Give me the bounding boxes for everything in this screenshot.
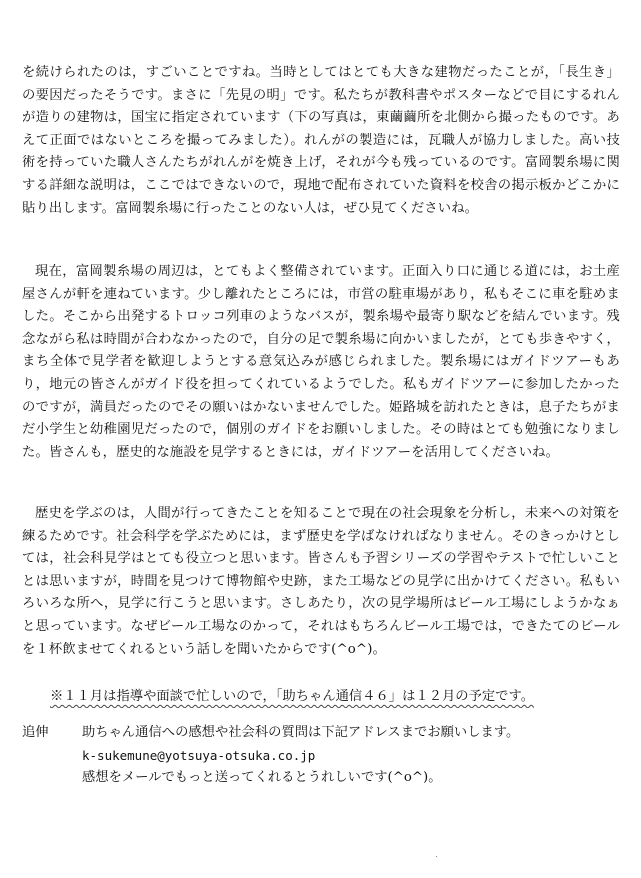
postscript-thanks-text: 感想をメールでもっと送ってくれるとうれしいです(^o^)。 [82, 770, 442, 786]
paragraph-history-study: 歴史を学ぶのは，人間が行ってきたことを知ることで現在の社会現象を分析し，未来への対策を練るためです。社会科学を学ぶためには，まず歴史を学ばなければなりません。そのきっかけとしては，社会科見学はとても役立つと思います。皆さんも予習シリーズの学習やテストで忙しいこととは思いますが，時間を見つけて博物館や史跡，また工場などの見学に出かけてください。私もいろいろな所へ，見学に行こうと思います。さしあたり，次の見学場所はビール工場にしようかなぁと思っています。なぜビール工場なのかって，それはもちろんビール工場では，できたてのビールを１杯飲ませてくれるという話しを聞いたからです(^o^)。 [22, 506, 620, 657]
postscript-request-text: 助ちゃん通信への感想や社会科の質問は下記アドレスまでお願いします。 [82, 725, 520, 740]
schedule-notice: ※１１月は指導や面談で忙しいので，「助ちゃん通信４６」は１２月の予定です。 [50, 689, 535, 704]
contact-email[interactable]: k-sukemune@yotsuya-otsuka.co.jp [82, 747, 316, 763]
paragraph-brick-buildings: を続けられたのは，すごいことですね。当時としてはとても大きな建物だったことが，「長生き」の要因だったそうです。まさに「先見の明」です。私たちが教科書やポスターなどで目にするれんが造りの建物は，国宝に指定されています（下の写真は，東繭繭所を北側から撮ったものです。あえて正面ではないところを撮ってみました）。れんがの製造には，瓦職人が協力しました。高い技術を持っていた職人さんたちがれんがを焼き上げ，それが今も残っているのです。富岡製糸場に関する詳細な説明は，ここではできないので，現地で配布されていた資料を校舎の掲示板かどこかに貼り出します。富岡製糸場に行ったことのない人は，ぜひ見てくださいね。 [22, 65, 620, 216]
postscript-lines [82, 722, 618, 790]
paragraph-surroundings: 現在，富岡製糸場の周辺は，とてもよく整備されています。正面入り口に通じる道には，お土産屋さんが軒を連ねています。少し離れたところには，市営の駐車場があり，私もそこに車を駐めました。そこから出発するトロッコ列車のようなバスが，製糸場や最寄り駅などを結んでいます。残念ながら私は時間が合わなかったので，自分の足で製糸場に向かいましたが，とても歩きやすく，まち全体で見学者を歓迎しようとする意気込みが感じられました。製糸場にはガイドツアーもあり，地元の皆さんがガイド役を担ってくれているようでした。私もガイドツアーに参加したかったのですが，満員だったのでその願いはかないませんでした。姫路城を訪れたときは，息子たちがまだ小学生と幼稚園児だったので，個別のガイドをお願いしました。その時はとても勉強になりました。皆さんも，歴史的な施設を見学するときには，ガイドツアーを活用してくださいね。 [22, 264, 620, 460]
scan-speck [436, 856, 437, 857]
postscript-label: 追伸 [22, 725, 49, 740]
